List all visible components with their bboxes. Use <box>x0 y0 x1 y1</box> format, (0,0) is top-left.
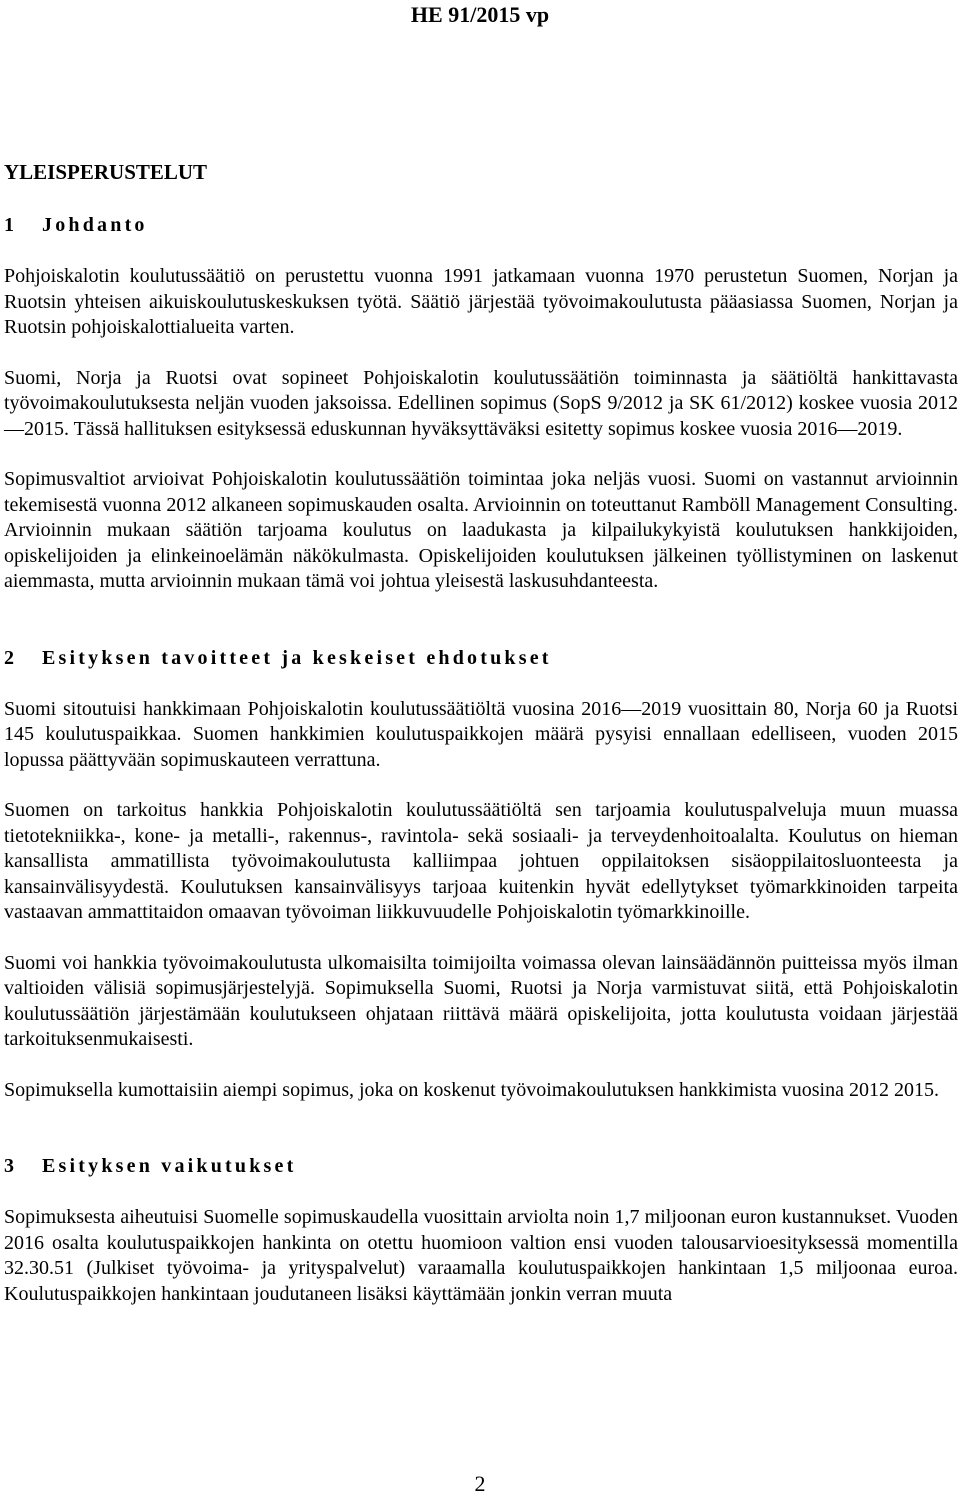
section-number: 1 <box>4 214 14 236</box>
section-heading-2 <box>4 644 958 672</box>
paragraph: Sopimuksella kumottaisiin aiempi sopimus, joka on koskenut työvoimakoulutuksen hankkimista vuosina 2012 2015. <box>4 1078 939 1101</box>
section-number: 2 <box>4 646 14 669</box>
paragraph: Sopimusvaltiot arvioivat Pohjoiskalotin koulutussäätiön toimintaa joka neljäs vuosi. Suomi on vastannut arvioinnin tekemisestä vuonna 2012 alkaneen sopimuskauden osalta. Arvioinnin on toteuttanut Ramböll Management Consulting. Arvioinnin mukaan säätiön tarjoama koulutus on laadukasta ja kilpailukykyistä koulutuksen hankkijoiden, opiskelijoiden ja elinkeinoelämän näkökulmasta. Opiskelijoiden koulutuksen jälkeinen työllistyminen on laskenut aiemmasta, mutta arvioinnin mukaan tämä voi johtua yleisestä laskusuhdanteesta. <box>4 468 958 592</box>
document-body <box>4 158 958 1307</box>
paragraph: Suomen on tarkoitus hankkia Pohjoiskalotin koulutussäätiöltä sen tarjoamia koulutuspalveluja muun muassa tietotekniikka-, kone- ja metalli-, rakennus-, ravintola- sekä sosiaali- ja terveydenhoitoalalta. Koulutus on hieman kansallista ammatillista työvoimakoulutusta kalliimpaa johtuen oppilaitoksen sisäoppilaitosluonteesta ja kansainvälisyydestä. Koulutuksen kansainvälisyys tarjoaa kuitenkin hyvät edellytykset työmarkkinoiden tarpeita vastaavan ammattitaidon omaavan työvoiman liikkuvuudelle Pohjoiskalotin työmarkkinoille. <box>4 799 958 923</box>
section-number: 3 <box>4 1155 14 1177</box>
section-title: Esityksen tavoitteet ja keskeiset ehdotukset <box>42 646 552 669</box>
paragraph: Suomi voi hankkia työvoimakoulutusta ulkomaisilta toimijoilta voimassa olevan lainsäädännön puitteissa myös ilman valtioiden välisiä sopimusjärjestelyjä. Sopimuksella Suomi, Ruotsi ja Norja varmistuvat siitä, että Pohjoiskalotin koulutussäätiön järjestämään koulutukseen ohjataan riittävä määrä opiskelijoita, jotta koulutusta voidaan järjestää tarkoituksenmukaisesti. <box>4 951 958 1050</box>
paragraph: Pohjoiskalotin koulutussäätiö on perustettu vuonna 1991 jatkamaan vuonna 1970 perustetun Suomen, Norjan ja Ruotsin yhteisen aikuiskoulutuskeskuksen työtä. Säätiö järjestää työvoimakoulutusta pääasiassa Suomen, Norjan ja Ruotsin pohjoiskalottialueita varten. <box>4 265 958 338</box>
page-number: 2 <box>474 1471 486 1496</box>
section-title: Johdanto <box>42 214 148 236</box>
section-heading-1 <box>4 211 958 239</box>
page-header: HE 91/2015 vp <box>410 2 550 27</box>
section-title: Esityksen vaikutukset <box>42 1155 297 1177</box>
paragraph: Suomi, Norja ja Ruotsi ovat sopineet Pohjoiskalotin koulutussäätiön toiminnasta ja säätiöltä hankittavasta työvoimakoulutuksesta neljän vuoden jaksoissa. Edellinen sopimus (SopS 9/2012 ja SK 61/2012) koskee vuosia 2012—2015. Tässä hallituksen esityksessä eduskunnan hyväksyttäväksi esitetty sopimus koskee vuosia 2016—2019. <box>4 366 958 440</box>
paragraph: Sopimuksesta aiheutuisi Suomelle sopimuskaudella vuosittain arviolta noin 1,7 miljoonan euron kustannukset. Vuoden 2016 osalta koulutuspaikkojen hankinta on otettu huomioon valtion ensi vuoden talousarvioesityksessä momentilla 32.30.51 (Julkiset työvoima- ja yrityspalvelut) varaamalla koulutuspaikkojen hankintaan 1,5 miljoonaa euroa. Koulutuspaikkojen hankintaan joudutaneen lisäksi käyttämään jonkin verran muuta <box>4 1206 958 1305</box>
main-title: YLEISPERUSTELUT <box>4 160 208 184</box>
section-heading-3 <box>4 1152 958 1180</box>
paragraph: Suomi sitoutuisi hankkimaan Pohjoiskalotin koulutussäätiöltä vuosina 2016—2019 vuosittain 80, Norja 60 ja Ruotsi 145 koulutuspaikkaa. Suomen hankkimien koulutuspaikkojen määrä pysyisi ennallaan edelliseen, vuoden 2015 lopussa päättyvään sopimuskauteen verrattuna. <box>4 697 958 771</box>
